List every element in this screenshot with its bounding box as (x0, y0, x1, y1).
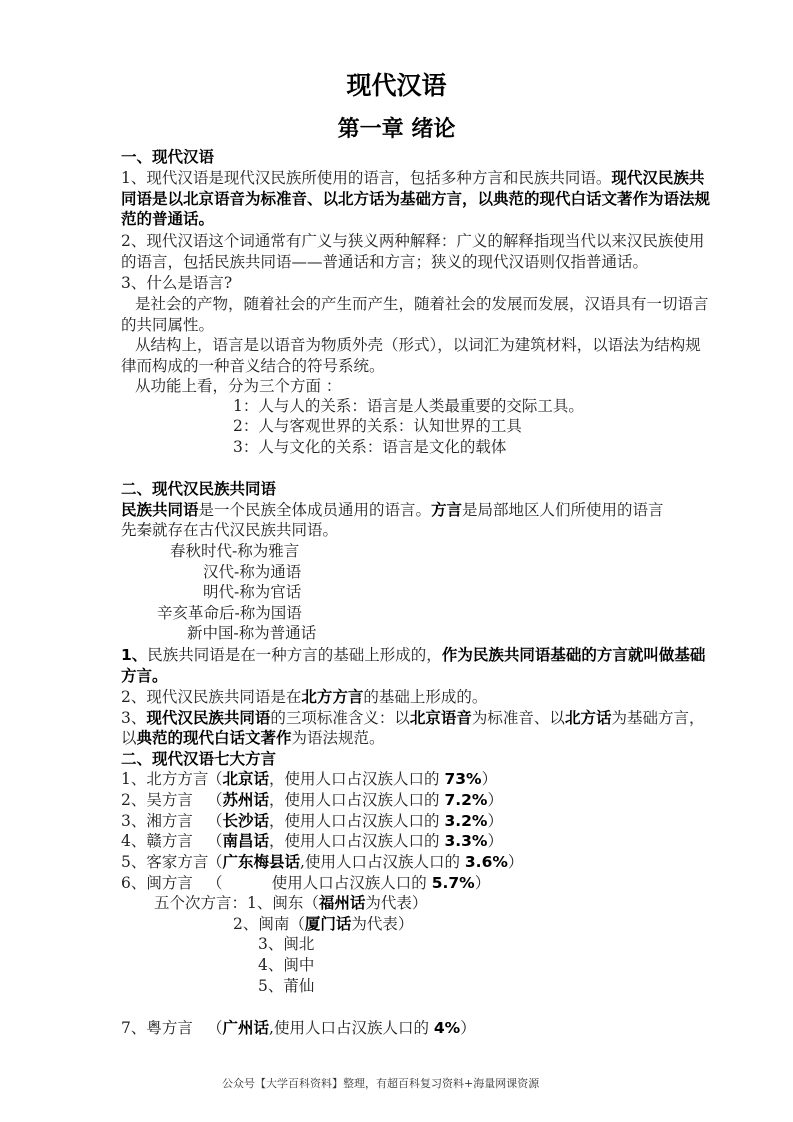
text-segment: （ 使用人口占汉族人口的 (207, 874, 432, 892)
text-segment: ） (487, 791, 503, 809)
text-segment: 4、赣方言 (121, 832, 193, 850)
bold-text: 范的普通话。 (121, 210, 215, 228)
text-line (121, 790, 193, 810)
footer-note: 公众号【大学百科资料】整理，有超百科复习资料+海量网课资源 (222, 1077, 540, 1090)
text-segment: 先秦就存在古代汉民族共同语。 (121, 521, 339, 539)
text-segment: 为标准音、以 (471, 709, 565, 727)
bold-text: 3.2% (444, 812, 488, 830)
text-line (121, 811, 193, 831)
text-segment: 从功能上看，分为三个方面 ： (135, 377, 342, 395)
bold-text: 北方话 (564, 709, 612, 727)
text-segment: ，使用人口占汉族人口的 (269, 770, 445, 788)
text-line (121, 831, 193, 851)
text-line (207, 1018, 476, 1038)
text-line (121, 873, 193, 893)
bold-text: 广州话 (222, 1019, 270, 1037)
text-segment: 为语法规范。 (291, 729, 385, 747)
text-segment: 春秋时代-称为雅言 (170, 542, 300, 560)
text-segment: 3、 (121, 709, 147, 727)
document-title: 现代汉语 (346, 71, 447, 100)
text-segment: ,使用人口占汉族人口的 (300, 853, 465, 871)
section-heading (121, 749, 276, 769)
text-segment: 新中国-称为普通话 (187, 624, 317, 642)
text-segment: ,使用人口占汉族人口的 (269, 1019, 434, 1037)
bold-text: 民族共同语 (121, 501, 199, 519)
bold-text: 二、现代汉语七大方言 (121, 750, 277, 768)
bold-text: 厦门话 (304, 915, 352, 933)
text-line (121, 500, 664, 520)
text-line (121, 769, 208, 789)
text-line (135, 335, 701, 355)
bold-text: 方言。 (121, 667, 168, 685)
text-segment: ） (481, 770, 498, 788)
text-segment: （ (207, 791, 223, 809)
bold-text: 1、 (121, 646, 148, 664)
text-line (207, 811, 503, 831)
text-segment: 1：人与人的关系：语言是人类最重要的交际工具。 (233, 397, 584, 415)
text-segment: 3：人与文化的关系：语言是文化的载体 (233, 438, 507, 456)
text-line (121, 1018, 193, 1038)
bold-text: 73% (444, 770, 482, 788)
bold-text: 福州话 (318, 894, 366, 912)
bold-text: 现代汉民族共同语 (146, 709, 271, 727)
bold-text: 作为民族共同语基础的方言就叫做基础 (441, 646, 706, 664)
text-line (154, 893, 427, 913)
text-segment: 2、现代汉民族共同语是在 (121, 688, 302, 706)
text-segment: （ (207, 812, 223, 830)
bold-text: 北方方言 (301, 688, 364, 706)
text-segment: （ (207, 770, 223, 788)
text-segment: ，使用人口占汉族人口的 (269, 812, 445, 830)
text-segment: （ (207, 1019, 223, 1037)
text-line (233, 914, 413, 934)
bold-text: 5.7% (431, 874, 475, 892)
text-segment: 为基础方言， (611, 709, 705, 727)
text-line (121, 687, 487, 707)
bold-text: 北京话 (222, 770, 270, 788)
text-segment: 4、闽中 (258, 956, 315, 974)
text-line (121, 252, 648, 272)
text-line (187, 623, 316, 643)
text-line (135, 376, 341, 396)
text-line (170, 541, 299, 561)
bold-text: 一、现代汉语 (121, 148, 215, 166)
text-line (121, 356, 385, 376)
text-line (121, 666, 168, 686)
text-segment: 是社会的产物，随着社会的产生而产生，随着社会的发展而发展，汉语具有一切语言 (135, 295, 709, 313)
text-line (203, 582, 301, 602)
text-segment: 律而构成的一种音义结合的符号系统。 (121, 357, 385, 375)
text-line (207, 769, 497, 789)
text-line (121, 209, 214, 229)
text-line (121, 852, 208, 872)
text-segment: 7、粤方言 (121, 1019, 193, 1037)
text-line (258, 955, 314, 975)
text-segment: 2：人与客观世界的关系：认知世界的工具 (233, 417, 522, 435)
text-segment: 是局部地区人们所使用的语言 (462, 501, 664, 519)
text-line (233, 437, 506, 457)
text-line (233, 396, 584, 416)
bold-text: 4% (433, 1019, 461, 1037)
text-segment: 3、闽北 (258, 935, 315, 953)
text-segment: 1、北方方言 (121, 770, 209, 788)
bold-text: 广东梅县话 (222, 853, 301, 871)
text-line (258, 934, 314, 954)
bold-text: 3.3% (444, 832, 488, 850)
section-heading (121, 479, 276, 499)
text-line (121, 231, 704, 251)
text-segment: 明代-称为官话 (203, 583, 302, 601)
text-line (258, 976, 314, 996)
text-line (121, 708, 704, 728)
text-segment: 五个次方言：1、闽东（ (154, 894, 319, 912)
text-segment: 的语言，包括民族共同语——普通话和方言；狭义的现代汉语则仅指普通话。 (121, 253, 649, 271)
bold-text: 典范的现代白话文著作 (136, 729, 292, 747)
text-segment: 2、吴方言 (121, 791, 193, 809)
bold-text: 苏州话 (222, 791, 270, 809)
text-segment: 从结构上，语言是以语音为物质外壳（形式），以词汇为建筑材料，以语法为结构规 (135, 336, 701, 354)
bold-text: 南昌话 (222, 832, 270, 850)
text-segment: 3、什么是语言? (121, 274, 233, 292)
text-line (121, 728, 385, 748)
text-segment: 辛亥革命后-称为国语 (157, 604, 302, 622)
text-segment: 民族共同语是在一种方言的基础上形成的， (147, 646, 442, 664)
bold-text: 方言 (431, 501, 463, 519)
text-segment: 是一个民族全体成员通用的语言。 (198, 501, 432, 519)
text-segment: 3、湘方言 (121, 812, 193, 830)
bold-text: 二、现代汉民族共同语 (121, 480, 277, 498)
text-segment: ，使用人口占汉族人口的 (269, 791, 445, 809)
text-segment: 的三项标准含义：以 (270, 709, 410, 727)
text-line (121, 273, 232, 293)
bold-text: 7.2% (444, 791, 488, 809)
text-segment: （ (207, 853, 223, 871)
text-line (121, 168, 704, 188)
text-segment: 的共同属性。 (121, 316, 215, 334)
text-segment: ，使用人口占汉族人口的 (269, 832, 445, 850)
text-segment: ） (487, 812, 503, 830)
text-line (207, 852, 523, 872)
text-segment: 为代表） (351, 915, 414, 933)
text-line (233, 416, 522, 436)
text-segment: 为代表） (365, 894, 428, 912)
chapter-heading: 第一章 绪论 (337, 117, 456, 142)
text-line (121, 520, 338, 540)
text-segment: （ (207, 832, 223, 850)
text-segment: 5、客家方言 (121, 853, 209, 871)
text-segment: ） (460, 1019, 476, 1037)
text-segment: ） (487, 832, 503, 850)
bold-text: 现代汉民族共 (611, 169, 705, 187)
text-line (121, 189, 710, 209)
text-segment: 6、闽方言 (121, 874, 193, 892)
text-line (207, 831, 503, 851)
text-line (157, 603, 302, 623)
text-line (207, 790, 503, 810)
text-segment: 1、现代汉语是现代汉民族所使用的语言，包括多种方言和民族共同语。 (121, 169, 612, 187)
bold-text: 3.6% (464, 853, 508, 871)
text-segment: 以 (121, 729, 137, 747)
text-line (207, 873, 490, 893)
text-segment: ） (507, 853, 524, 871)
text-segment: ） (474, 874, 491, 892)
text-segment: 汉代-称为通语 (203, 563, 302, 581)
text-segment: 5、莆仙 (258, 977, 315, 995)
text-line (121, 645, 705, 665)
text-line (203, 562, 301, 582)
section-heading (121, 147, 214, 167)
text-line (135, 294, 709, 314)
bold-text: 长沙话 (222, 812, 270, 830)
text-segment: 2、现代汉语这个词通常有广义与狭义两种解释：广义的解释指现当代以来汉民族使用 (121, 232, 705, 250)
text-segment: 的基础上形成的。 (363, 688, 488, 706)
bold-text: 北京语音 (409, 709, 472, 727)
text-segment: 2、闽南（ (233, 915, 305, 933)
bold-text: 同语是以北京语音为标准音、以北方话为基础方言，以典范的现代白话文著作为语法规 (121, 190, 711, 208)
text-line (121, 315, 214, 335)
